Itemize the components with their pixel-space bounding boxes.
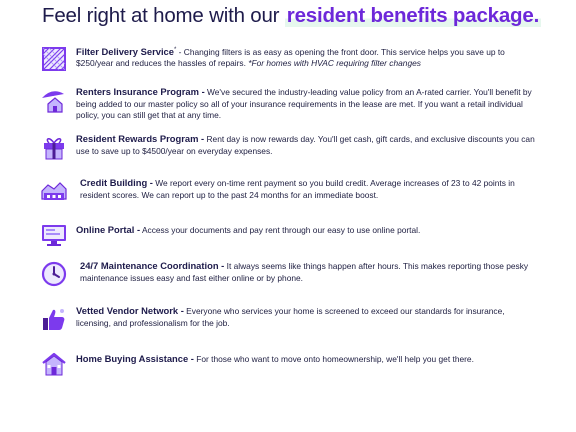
filter-icon — [40, 45, 68, 73]
benefit-title: Credit Building - — [80, 177, 153, 188]
page-heading — [42, 4, 541, 28]
benefit-note: *For homes with HVAC requiring filter changes — [248, 58, 421, 69]
benefit-desc: Everyone who services your home is screened to exceed our standards for insurance, licensing, and professionalism for the job. — [76, 306, 505, 328]
benefit-title: Renters Insurance Program - — [76, 86, 205, 97]
heading-highlight: resident benefits package. — [286, 4, 540, 27]
heading-prefix: Feel right at home with our — [42, 4, 280, 27]
benefit-desc: Rent day is now rewards day. You'll get cash, gift cards, and exclusive discounts you can use to save up to $4500/year on everyday expenses. — [76, 134, 535, 156]
clock-icon — [40, 260, 68, 288]
umbrella-house-icon — [40, 86, 68, 114]
benefit-title: Online Portal - — [76, 224, 141, 235]
benefit-desc: For those who want to move onto homeownership, we'll help you get there. — [193, 354, 474, 364]
benefit-desc: We've secured the industry-leading value policy from an A-rated carrier. You'll benefit by being added to our master policy so all of your insurance requirements in the lease are met. If you want a retail individual policy, you can still get that at any time. — [76, 87, 532, 121]
benefit-title: Resident Rewards Program - — [76, 133, 205, 144]
thumbs-up-icon — [40, 305, 68, 333]
benefit-title: Filter Delivery Service — [76, 45, 174, 57]
computer-icon — [40, 221, 68, 249]
benefit-title-sup: * — [173, 47, 177, 53]
benefit-desc: We report every on-time rent payment so you build credit. Average increases of 23 to 42 points in resident scores. We can report up to the past 24 months for an immediate boost. — [80, 178, 515, 200]
house-icon — [40, 350, 68, 378]
benefit-title: Vetted Vendor Network - — [76, 305, 184, 316]
benefit-desc: It always seems like things happen after hours. This makes reporting those pesky maintenance issues easy and fast either online or by phone. — [80, 261, 529, 283]
benefit-title: Home Buying Assistance - — [76, 353, 194, 364]
credit-building-icon — [40, 177, 68, 205]
benefit-title: 24/7 Maintenance Coordination - — [80, 260, 225, 271]
gift-icon — [40, 133, 68, 161]
benefit-desc: - Changing filters is as easy as opening the front door. This service helps you save up to $250/year and reduces the hassles of repairs. — [76, 46, 505, 69]
benefit-desc: Access your documents and pay rent through our easy to use online portal. — [140, 225, 421, 235]
